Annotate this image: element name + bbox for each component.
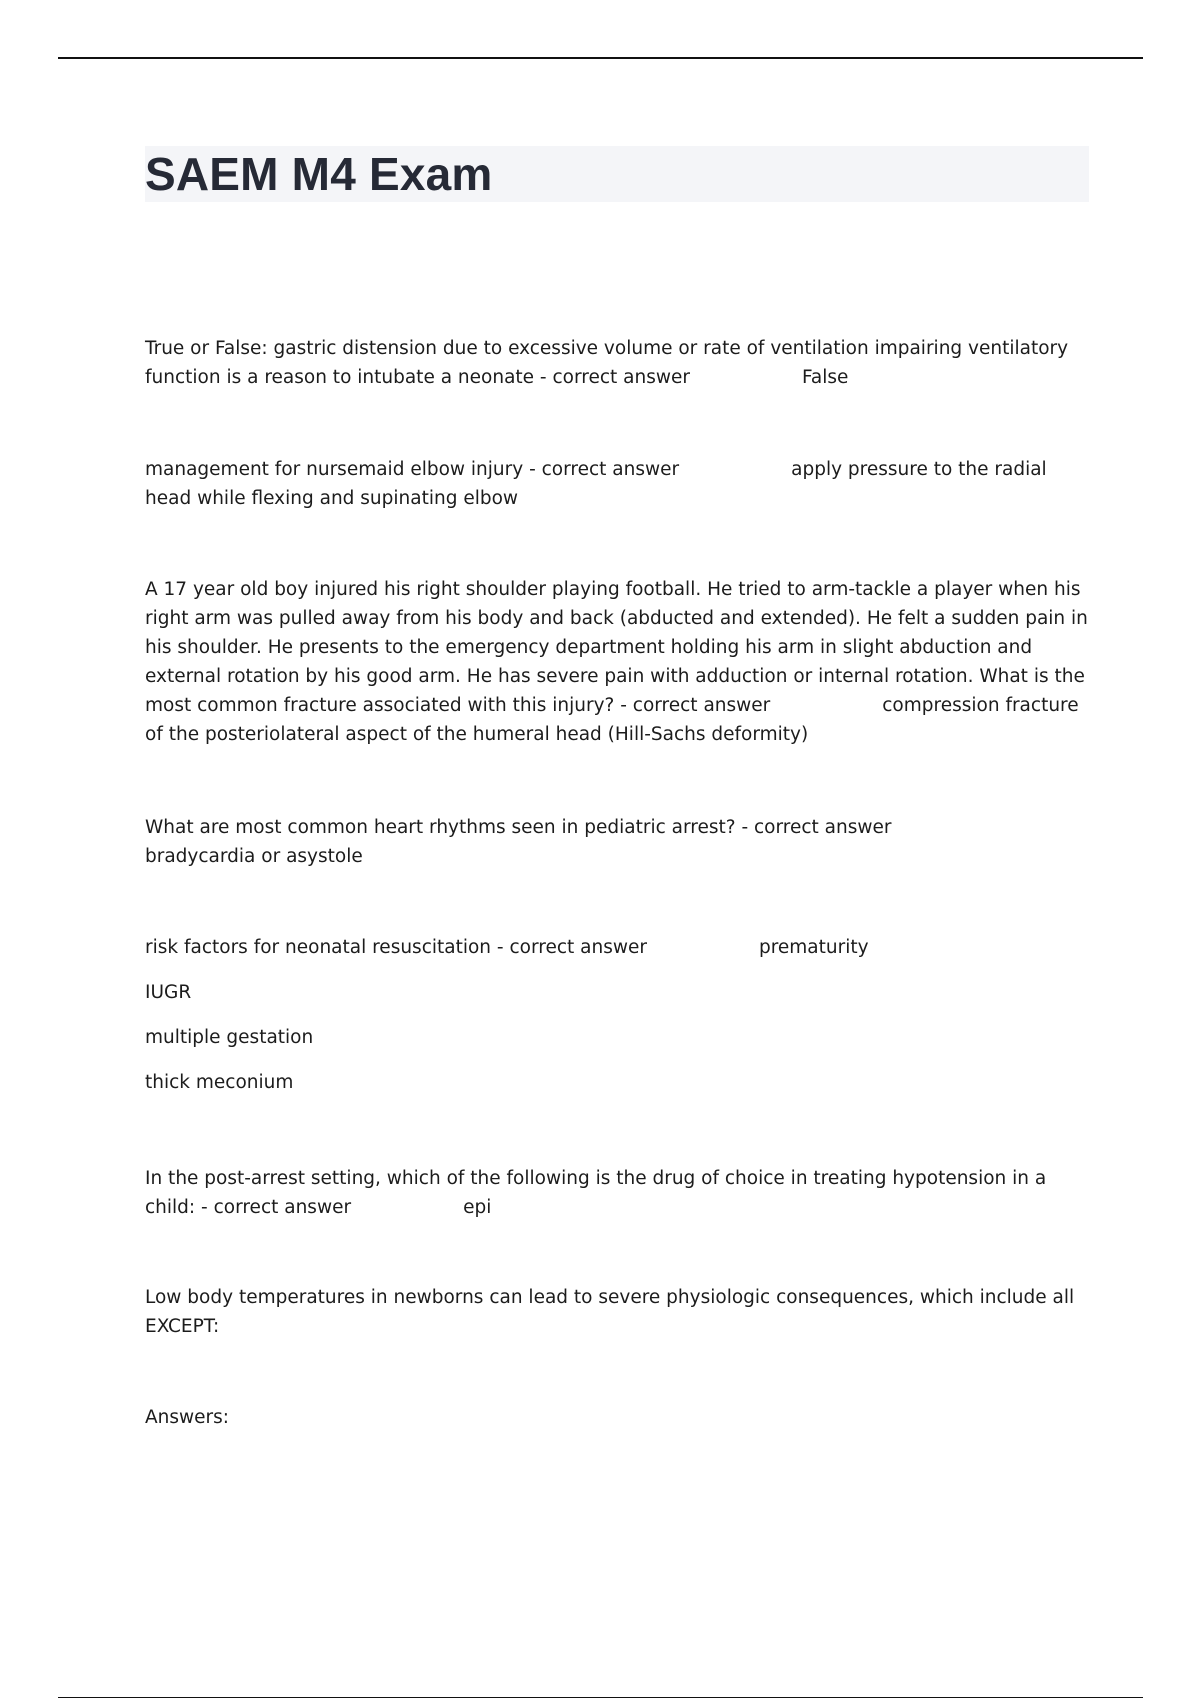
question-text: What are most common heart rhythms seen in pediatric arrest? - correct answer [145,817,892,838]
answer-text: bradycardia or asystole [145,846,363,867]
header-rule [58,57,1143,59]
qa-item [145,575,1090,749]
question-text: Answers: [145,1407,230,1428]
qa-item [145,1403,1090,1432]
question-text: True or False: gastric distension due to excessive volume or rate of ventilation impairing ventilatory function is a reason to intubate a neonate - correct answer [145,338,1069,388]
answer-text: epi [463,1197,492,1218]
question-text: Low body temperatures in newborns can lead to severe physiologic consequences, which include all EXCEPT: [145,1287,1075,1337]
answer-text: False [801,367,849,388]
qa-text [145,1164,1090,1222]
qa-text [145,813,1090,871]
qa-item [145,813,1090,871]
question-text: A 17 year old boy injured his right shoulder playing football. He tried to arm-tackle a player when his right arm was pulled away from his body and back (abducted and extended). He felt a sudden pain in his shoulder. He presents to the emergency department holding his arm in slight abduction and external rotation by his good arm. He has severe pain with adduction or internal rotation. What is the most common fracture associated with this injury? - correct answer [145,579,1088,716]
answer-text: compression fracture of the posteriolateral aspect of the humeral head (Hill-Sachs deformity) [145,695,1079,745]
qa-text [145,455,1090,513]
qa-text [145,1403,1090,1432]
qa-text [145,933,1090,962]
question-text: management for nursemaid elbow injury - correct answer [145,459,680,480]
answer-text: apply pressure to the radial head while flexing and supinating elbow [145,459,1047,509]
qa-item [145,455,1090,513]
answer-line: IUGR [145,982,192,1003]
qa-text [145,575,1090,749]
question-text: risk factors for neonatal resuscitation - correct answer [145,937,647,958]
footer-rule [58,1697,1143,1698]
answer-line: thick meconium [145,1072,294,1093]
answer-line: multiple gestation [145,1027,314,1048]
qa-item [145,1164,1090,1222]
answer-text: prematurity [758,937,869,958]
qa-item [145,334,1090,392]
page-title: SAEM M4 Exam [145,148,493,200]
qa-text [145,334,1090,392]
qa-text [145,1283,1090,1341]
qa-item [145,933,1090,1097]
question-text: In the post-arrest setting, which of the following is the drug of choice in treating hypotension in a child: - correct answer [145,1168,1047,1218]
qa-item [145,1283,1090,1341]
